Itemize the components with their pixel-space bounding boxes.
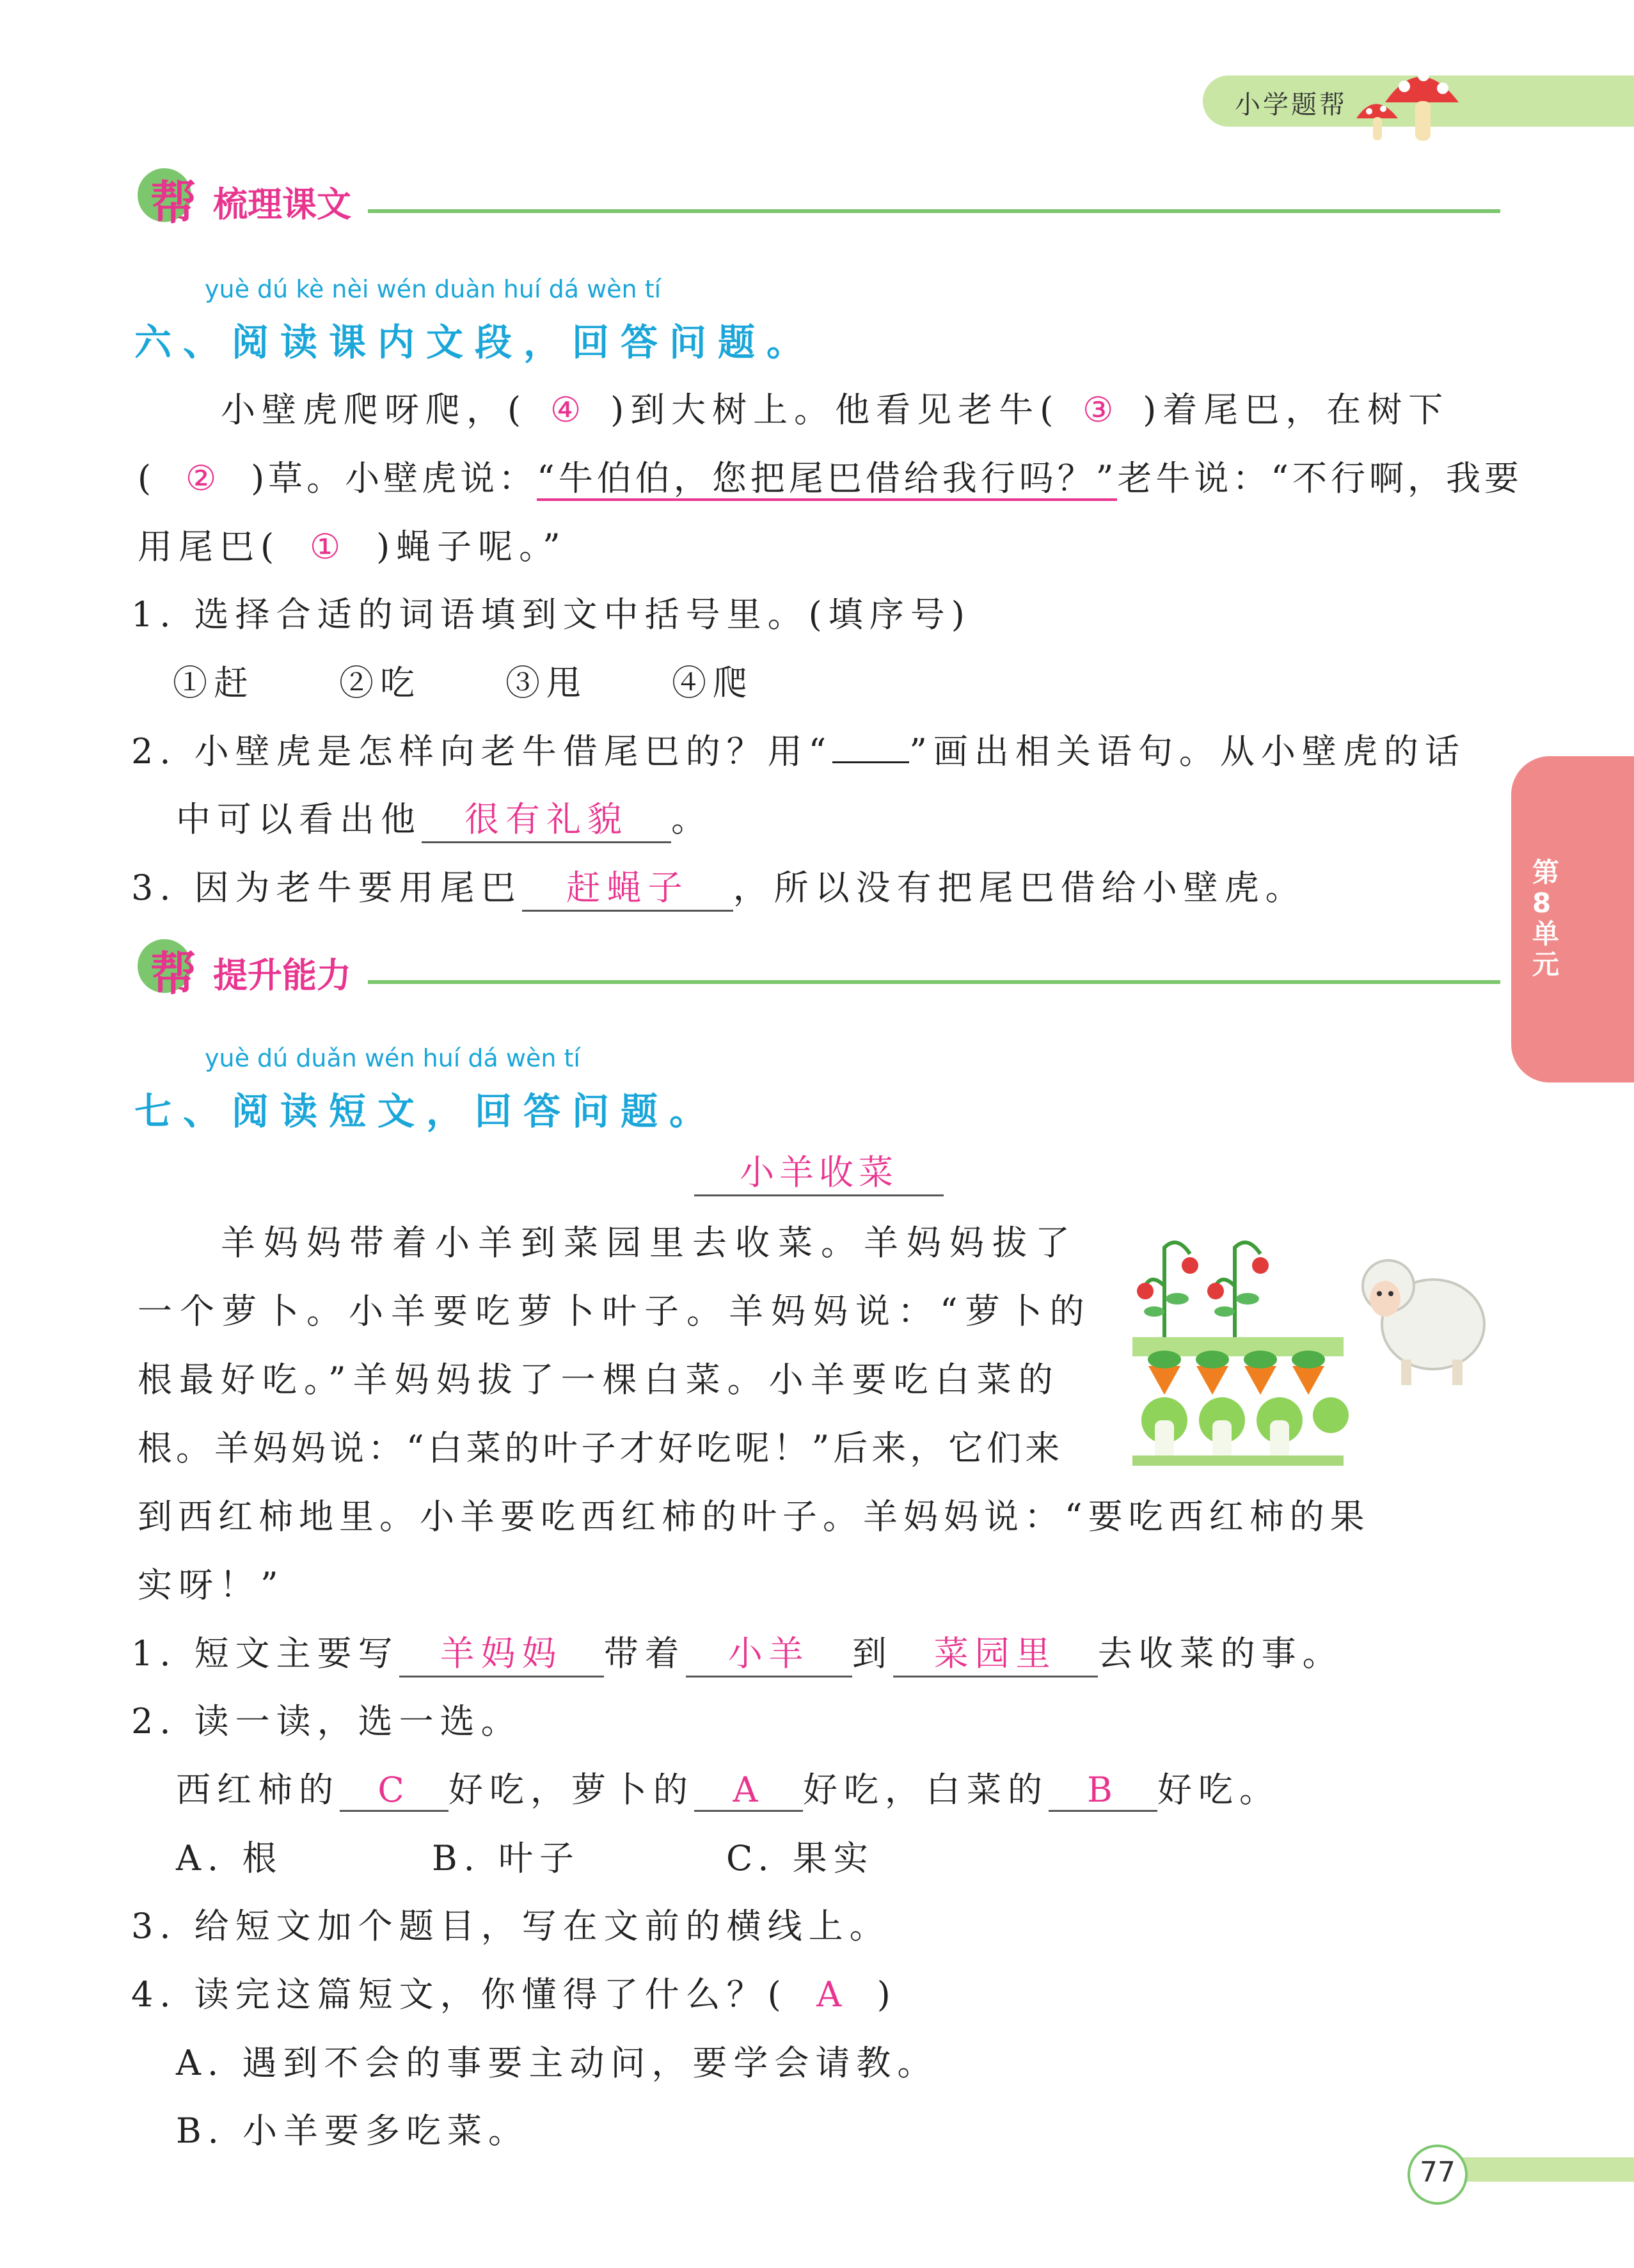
- q6-question-1: 1. 选择合适的词语填到文中括号里。(填序号): [131, 594, 971, 635]
- story-line-3: 根最好吃。”羊妈妈拔了一棵白菜。小羊要吃白菜的: [138, 1360, 1060, 1400]
- page-number: 77: [1420, 2156, 1456, 2189]
- q6-title: 六、阅读课内文段，回答问题。: [134, 321, 816, 364]
- unit-label: 第8单元: [1532, 857, 1560, 980]
- answer-paren-4: ①: [309, 527, 347, 567]
- section-header-1: [131, 163, 1500, 230]
- page-number-badge: [1408, 2145, 1468, 2205]
- section-header-2: [131, 934, 1500, 1001]
- option-2: ②吃: [339, 663, 421, 703]
- answer-blank-tomato: C: [340, 1770, 448, 1812]
- q6-passage-line-3: 用尾巴( ① )蝇子呢。”: [138, 527, 567, 567]
- q7-question-2: 2. 读一读，选一选。: [131, 1701, 522, 1741]
- q7-question-2-options: [176, 1831, 875, 1880]
- story-title-line: [694, 1145, 944, 1196]
- answer-blank-cabbage: B: [1049, 1770, 1157, 1812]
- brand-label: 小学题帮: [1235, 90, 1347, 120]
- story-line-4: 根。羊妈妈说：“白菜的叶子才好吃呢！”后来，它们来: [138, 1428, 1064, 1468]
- story-line-1: 羊妈妈带着小羊到菜园里去收菜。羊妈妈拔了: [221, 1223, 1078, 1263]
- q6-question-2-cont: 中可以看出他 很有礼貌 。: [176, 792, 712, 843]
- option-4: ④爬: [672, 663, 754, 703]
- section-title-2: 提升能力: [213, 955, 351, 995]
- underline-sample: [832, 761, 909, 763]
- answer-blank-politeness: 很有礼貌: [422, 792, 671, 843]
- answer-blank-where: 菜园里: [893, 1626, 1098, 1677]
- q6-question-3: 3. 因为老牛要用尾巴 赶蝇子 ，所以没有把尾巴借给小壁虎。: [131, 860, 1306, 912]
- q6-pinyin: yuè dú kè nèi wén duàn huí dá wèn tí: [205, 275, 662, 303]
- answer-blank-radish: A: [694, 1770, 803, 1812]
- q7-option-a: A. 遇到不会的事要主动问，要学会请教。: [176, 2043, 939, 2083]
- answer-paren-3: ②: [185, 458, 221, 498]
- q6-passage-line-2: ( ② )草。小壁虎说：“牛伯伯，您把尾巴借给我行吗？”老牛说：“不行啊，我要: [138, 451, 1523, 500]
- q7-question-2-fill: 西红柿的 C 好吃，萝卜的 A 好吃，白菜的 B 好吃。: [176, 1763, 1280, 1812]
- garden-sheep-illustration: [1126, 1228, 1497, 1471]
- answer-paren-2: ③: [1083, 390, 1120, 430]
- q7-title: 七、阅读短文，回答问题。: [134, 1090, 718, 1133]
- option-b: B. 叶子: [432, 1838, 581, 1878]
- answer-blank-who: 羊妈妈: [399, 1626, 604, 1677]
- section-rule-1: [368, 209, 1500, 213]
- answer-paren-1: ④: [550, 390, 588, 430]
- story-line-6: 实呀！”: [138, 1565, 285, 1605]
- q7-question-1: 1. 短文主要写 羊妈妈 带着 小羊 到 菜园里 去收菜的事。: [131, 1626, 1344, 1677]
- option-a: A. 根: [176, 1838, 283, 1878]
- story-title: 小羊收菜: [740, 1152, 898, 1193]
- answer-paren-q4: A: [816, 1974, 848, 2015]
- option-3: ③甩: [505, 663, 587, 703]
- story-line-2: 一个萝卜。小羊要吃萝卜叶子。羊妈妈说：“萝卜的: [138, 1291, 1092, 1331]
- section-title-1: 梳理课文: [213, 184, 351, 225]
- unit-side-tab: [1511, 756, 1634, 1082]
- q7-option-b: B. 小羊要多吃菜。: [176, 2111, 530, 2151]
- q7-question-3: 3. 给短文加个题目，写在文前的横线上。: [131, 1906, 891, 1946]
- option-1: ①赶: [173, 663, 255, 703]
- q6-options: [173, 656, 800, 705]
- underlined-quote: “牛伯伯，您把尾巴借给我行吗？”: [537, 458, 1117, 501]
- help-char: 帮: [150, 176, 197, 230]
- q7-question-4: 4. 读完这篇短文，你懂得了什么？( A ): [131, 1974, 897, 2015]
- answer-blank-with: 小羊: [686, 1626, 852, 1677]
- help-char: 帮: [150, 947, 197, 1001]
- story-line-5: 到西红柿地里。小羊要吃西红柿的叶子。羊妈妈说：“要吃西红柿的果: [138, 1496, 1370, 1537]
- option-c: C. 果实: [726, 1838, 875, 1878]
- q6-question-2: 2. 小壁虎是怎样向老牛借尾巴的？用“ ”画出相关语句。从小壁虎的话: [131, 731, 1466, 772]
- mushroom-icon: [1350, 58, 1465, 147]
- q7-pinyin: yuè dú duǎn wén huí dá wèn tí: [205, 1044, 580, 1072]
- q6-passage-line-1: 小壁虎爬呀爬，( ④ )到大树上。他看见老牛( ③ )着尾巴，在树下: [221, 390, 1450, 430]
- section-rule-2: [368, 980, 1500, 984]
- answer-blank-reason: 赶蝇子: [522, 860, 733, 912]
